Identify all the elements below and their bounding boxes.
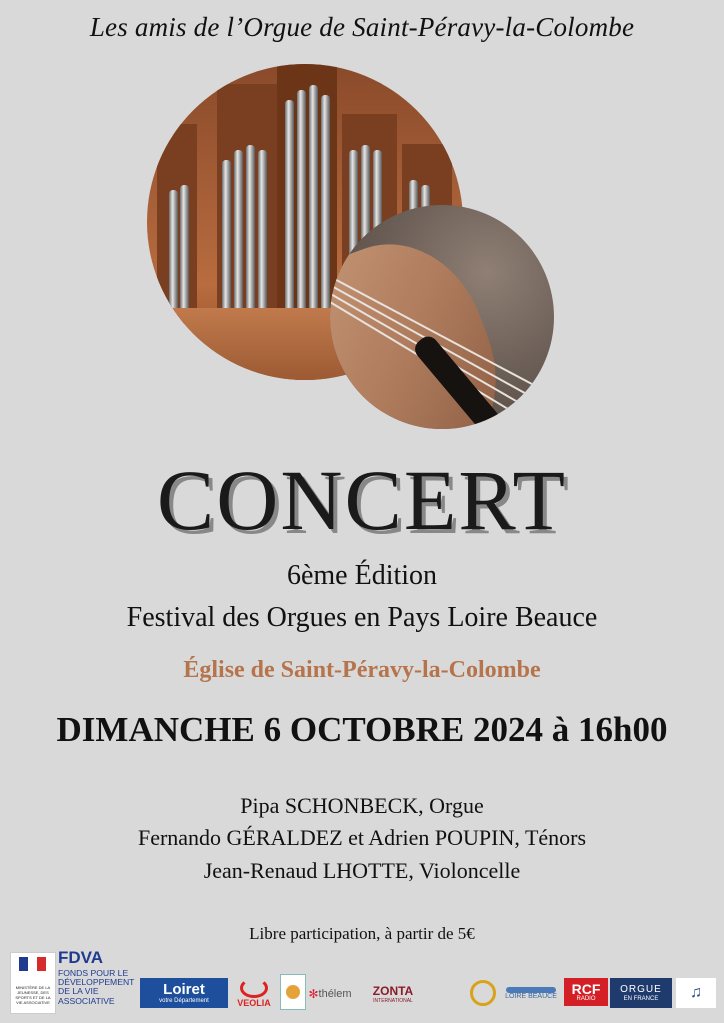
- regional-logo: [280, 974, 306, 1010]
- fdva-title: FDVA: [58, 948, 104, 967]
- loiret-logo: Loiret votre Département: [140, 978, 228, 1008]
- price-info: Libre participation, à partir de 5€: [249, 924, 475, 943]
- fdva-subtitle: FONDS POUR LE DÉVELOPPEMENT DE LA VIE ASSOCIATIVE: [58, 968, 135, 1006]
- ministry-logo: MINISTÈRE DE LA JEUNESSE, DES SPORTS ET DE LA VIE ASSOCIATIVE: [10, 952, 56, 1014]
- music-note-icon: ♫: [676, 978, 716, 1008]
- thelem-logo: ✻ thélem: [308, 987, 352, 1001]
- organizer-name: Les amis de l’Orgue de Saint-Péravy-la-Colombe: [89, 12, 635, 42]
- event-date: DIMANCHE 6 OCTOBRE 2024 à 16h00: [56, 710, 668, 749]
- performer-cello: Jean-Renaud LHOTTE, Violoncelle: [203, 858, 521, 883]
- performer-organ: Pipa SCHONBECK, Orgue: [240, 793, 484, 818]
- rotary-icon: [470, 980, 496, 1006]
- rcf-logo: RCF RADIO: [564, 978, 608, 1006]
- festival-name: Festival des Orgues en Pays Loire Beauce: [126, 602, 598, 633]
- orgue-en-france-logo: ORGUE EN FRANCE: [610, 978, 672, 1008]
- zonta-logo: ZONTA INTERNATIONAL: [372, 983, 414, 1004]
- loire-beauce-logo: LOIRE BEAUCE: [500, 978, 562, 1008]
- concert-title: CONCERT: [156, 452, 568, 548]
- veolia-logo: VEOLIA: [230, 976, 278, 1010]
- venue-name: Église de Saint-Péravy-la-Colombe: [183, 657, 541, 683]
- sponsor-logos: [0, 946, 724, 1023]
- edition-label: 6ème Édition: [286, 560, 438, 591]
- cello-photo: [330, 205, 554, 429]
- performer-tenors: Fernando GÉRALDEZ et Adrien POUPIN, Ténors: [137, 825, 587, 850]
